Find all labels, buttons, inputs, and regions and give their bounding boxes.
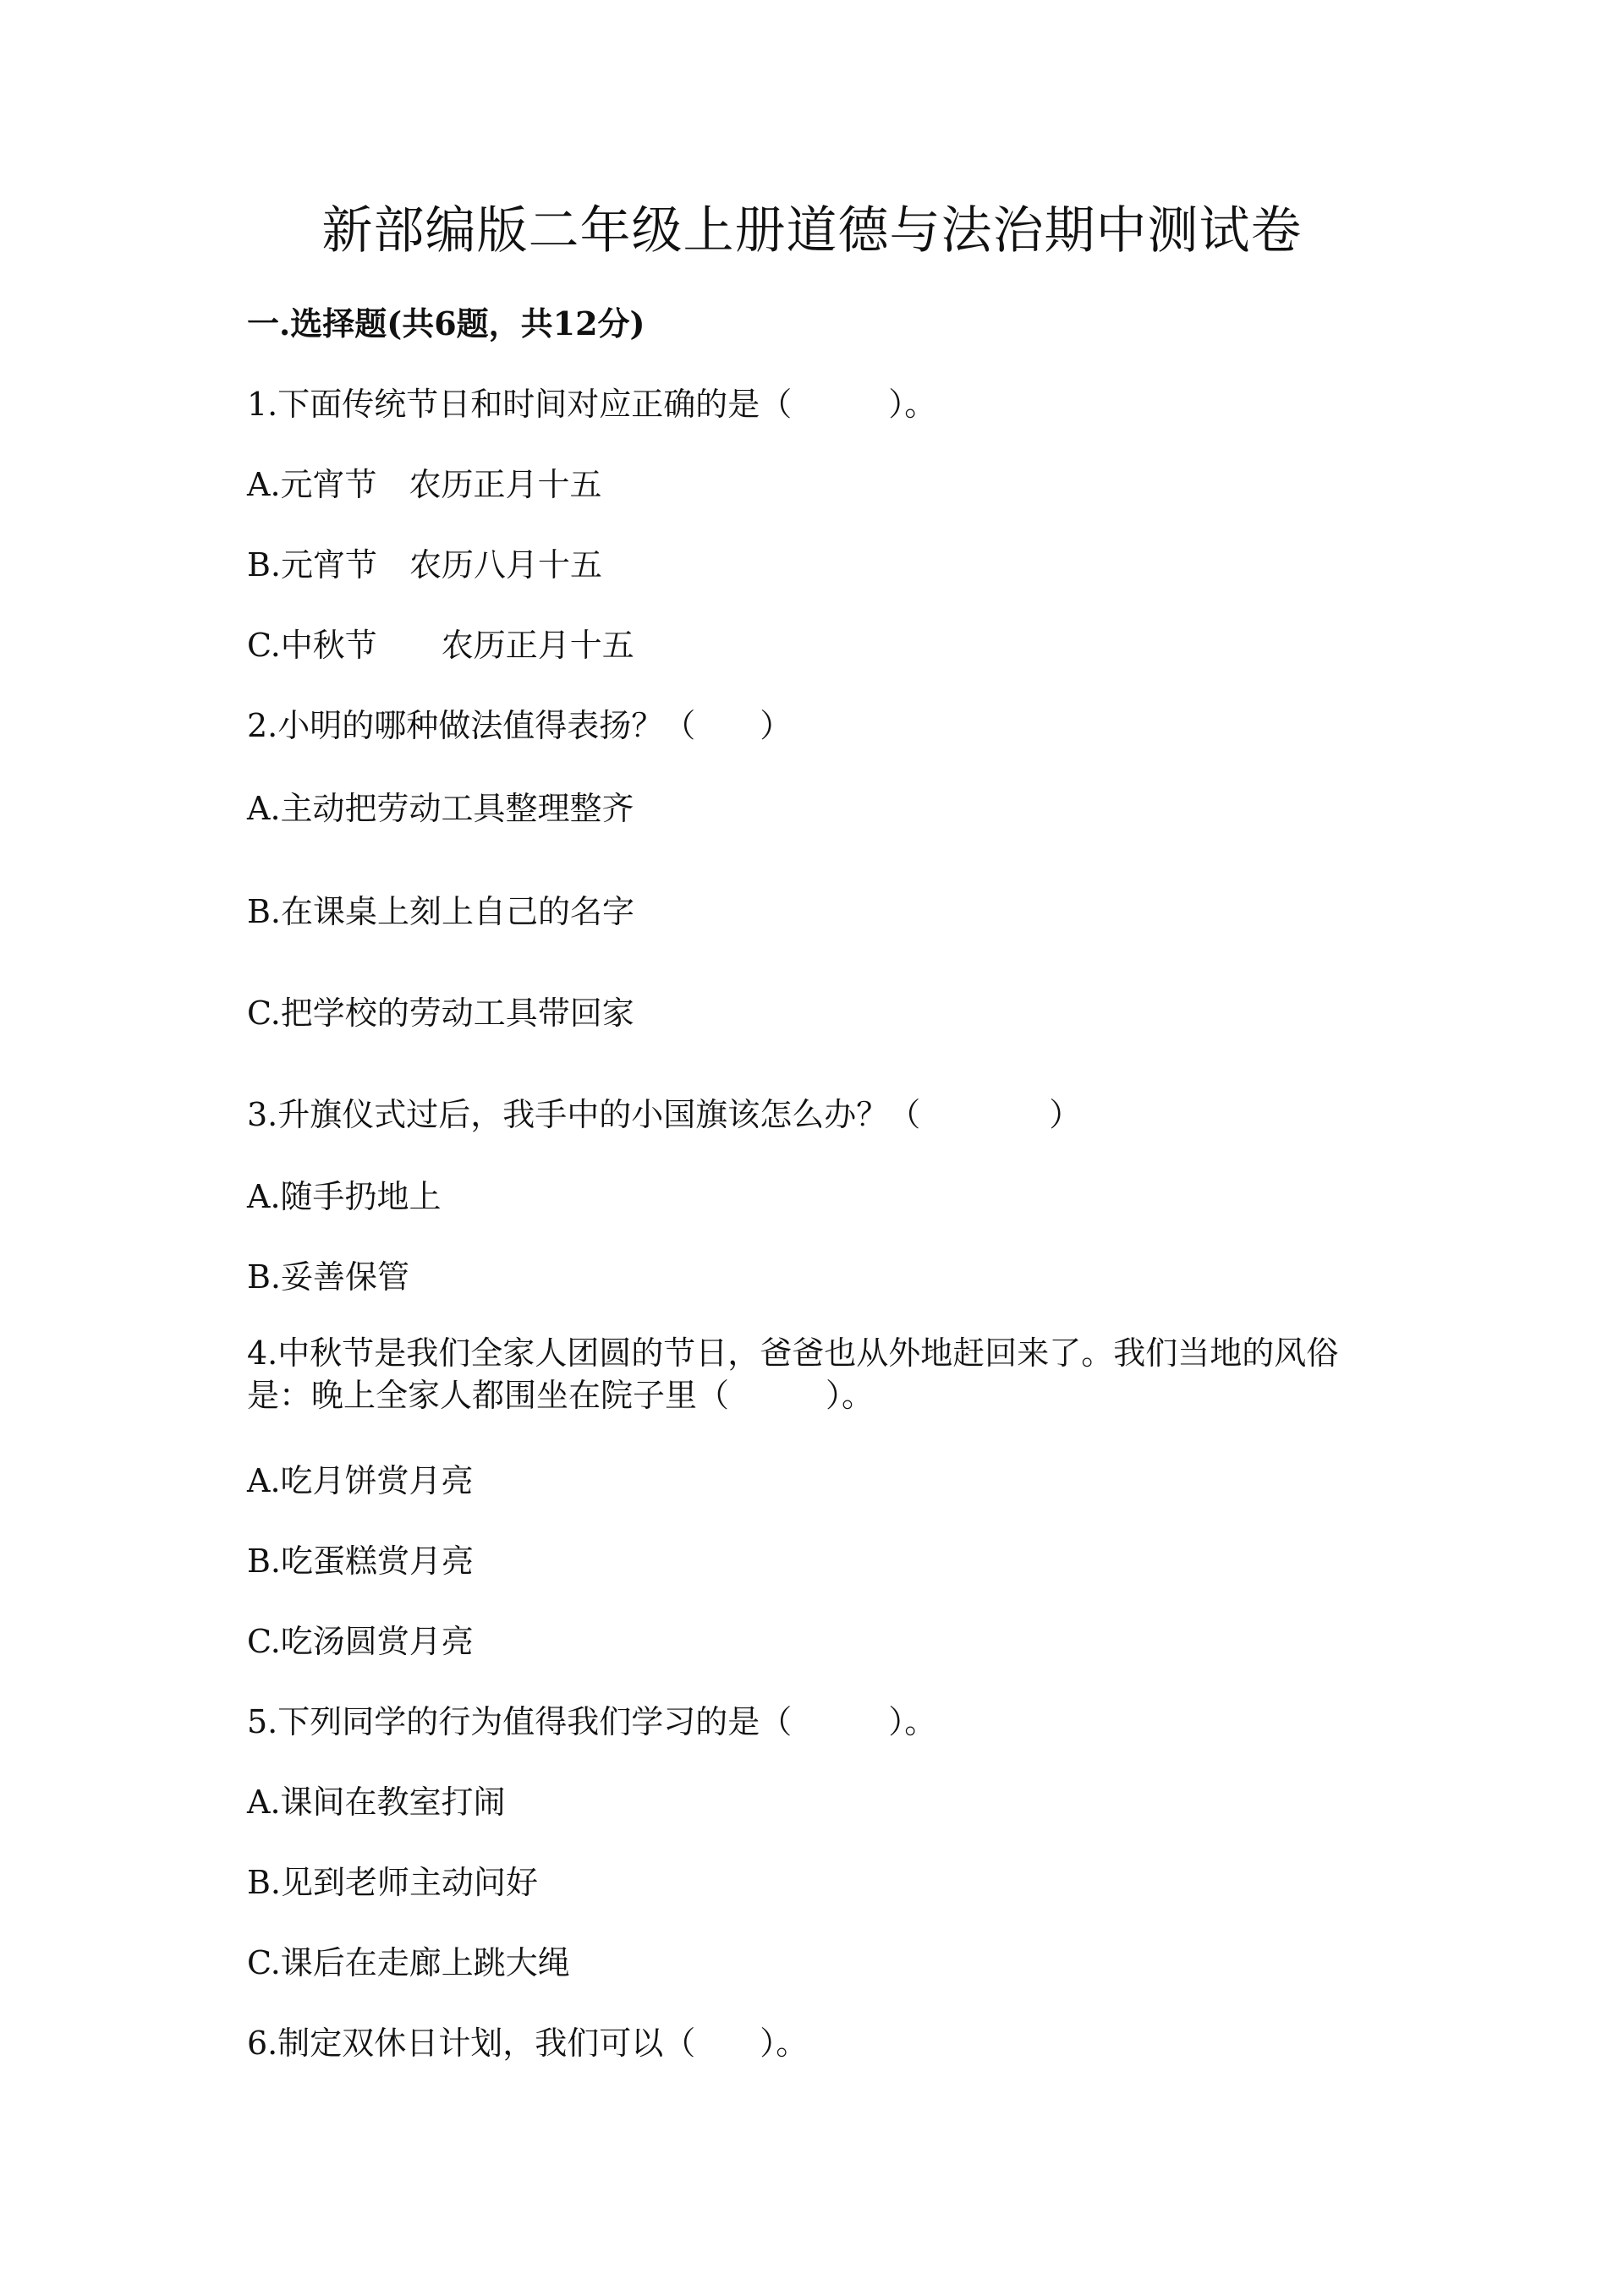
question-4-option-b: B.吃蛋糕赏月亮 xyxy=(247,1543,475,1580)
question-3-stem: 3.升旗仪式过后，我手中的小国旗该怎么办？（ ） xyxy=(247,1096,1082,1133)
question-1-stem: 1.下面传统节日和时间对应正确的是（ ）。 xyxy=(247,386,937,423)
question-5-option-c: C.课后在走廊上跳大绳 xyxy=(247,1944,570,1981)
question-4-option-c: C.吃汤圆赏月亮 xyxy=(247,1623,474,1660)
question-2-option-a: A.主动把劳动工具整理整齐 xyxy=(247,790,634,827)
question-1-option-a: A.元宵节 农历正月十五 xyxy=(247,466,602,503)
question-2-option-b: B.在课桌上刻上自己的名字 xyxy=(247,893,635,930)
question-4-stem: 4.中秋节是我们全家人团圆的节日，爸爸也从外地赶回来了。我们当地的风俗是：晚上全家人都围坐在院子里（ ）。 xyxy=(247,1334,1339,1414)
question-5-option-b: B.见到老师主动问好 xyxy=(247,1864,539,1901)
question-1-option-b: B.元宵节 农历八月十五 xyxy=(247,546,603,584)
section-heading: 一.选择题(共6题，共12分) xyxy=(247,304,645,342)
question-1-option-c: C.中秋节 农历正月十五 xyxy=(247,627,634,664)
question-5-stem: 5.下列同学的行为值得我们学习的是（ ）。 xyxy=(247,1703,937,1740)
page-title: 新部编版二年级上册道德与法治期中测试卷 xyxy=(321,201,1303,260)
question-2-stem: 2.小明的哪种做法值得表扬？（ ） xyxy=(247,707,793,744)
question-2-option-c: C.把学校的劳动工具带回家 xyxy=(247,995,634,1032)
question-5-option-a: A.课间在教室打闹 xyxy=(247,1784,506,1821)
question-3-option-b: B.妥善保管 xyxy=(247,1258,410,1296)
question-4-option-a: A.吃月饼赏月亮 xyxy=(247,1462,474,1499)
question-6-stem: 6.制定双休日计划，我们可以（ ）。 xyxy=(247,2025,809,2062)
question-3-option-a: A.随手扔地上 xyxy=(247,1178,442,1215)
